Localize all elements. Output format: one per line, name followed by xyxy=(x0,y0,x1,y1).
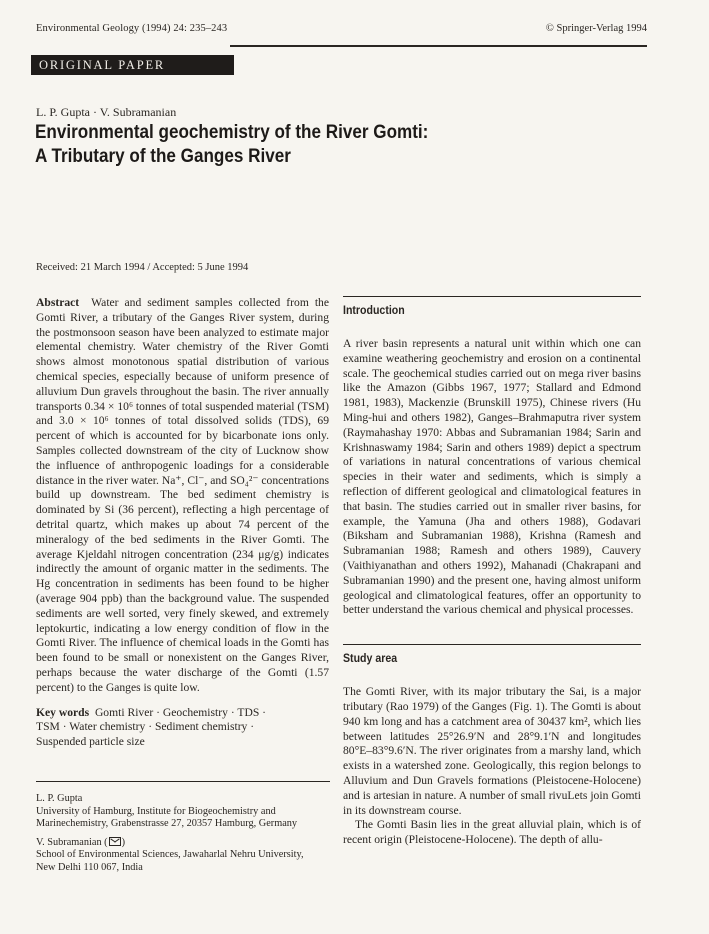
article-title xyxy=(35,121,593,169)
envelope-icon xyxy=(109,837,121,846)
abstract-text: Water and sediment samples collected from the Gomti River, a tributary of the Ganges River system, during the postmonsoon season have been analyzed to estimate major elemental chemistry. Water chemistry of the River Gomti shows almost monotonous spatial distribution of various chemical species, especially because of uniform presence of alluvium Dun gravels throughout the basin. The river annually transports 0.34 × 10⁶ tonnes of total suspended material (TSM) and 3.0 × 10⁶ tonnes of total dissolved solids (TDS), 69 percent of which is accounted for by bicarbonate ions only. Samples collected downstream of the city of Lucknow show the influence of anthropogenic loadings for a considerable distance in the river water. Na⁺, Cl⁻, and SO₄²⁻ concentrations build up downstream. The bed sediment chemistry is dominated by Si (36 percent), reflecting a high percentage of detrital quartz, which makes up about 74 percent of the mineralogy of the bed sediments in the River Gomti. The average Kjeldahl nitrogen concentration (234 μg/g) indicates indirectly the amount of organic matter in the sediments. The Hg concentration in sediments has been found to be higher (average 904 ppb) than the background value. The suspended sediments are well sorted, very finely skewed, and extremely leptokurtic, indicating a low energy condition of flow in the Gomti River. The influence of chemical loads in the Gomti has been found to be small or nonexistent on the Ganges River, perhaps because the water discharge of the Gomti (1.57 percent) to the Ganges is quite low. xyxy=(36,296,329,694)
introduction-rule xyxy=(343,296,641,297)
received-dates: Received: 21 March 1994 / Accepted: 5 June 1994 xyxy=(36,262,249,273)
affiliation-1-line-1: University of Hamburg, Institute for Biogeochemistry and xyxy=(36,805,276,817)
publisher-copyright: © Springer-Verlag 1994 xyxy=(545,23,647,34)
study-area-paragraph-2: The Gomti Basin lies in the great alluvial plain, which is of recent origin (Pleistocene-Holocene). The depth of allu- xyxy=(343,818,641,847)
affiliations xyxy=(36,793,336,875)
keywords-line-3: Suspended particle size xyxy=(36,735,145,749)
study-area-heading: Study area xyxy=(343,653,398,666)
keywords-line-2: TSM · Water chemistry · Sediment chemistry · xyxy=(36,720,255,734)
title-line-1: Environmental geochemistry of the River Gomti: xyxy=(35,122,429,143)
affiliation-2-line-1: School of Environmental Sciences, Jawaharlal Nehru University, xyxy=(36,849,304,861)
header-rule xyxy=(230,45,647,47)
affiliation-2-name-row: V. Subramanian ( ) xyxy=(36,836,126,848)
introduction-text: A river basin represents a natural unit within which one can examine weathering geochemistry and erosion on a continental scale. The geochemical studies carried out on mega river basins like the Amazon (Gibbs 1967, 1977; Stallard and Edmond 1981, 1983), Mackenzie (Brunskill 1975), Chinese rivers (Hu Ming-hui and others 1982), Ganges–Brahmaputra river system (Raymahashay 1970: Abbas and Subramanian 1984; Sarin and Krishnaswamy 1984; Sarin and others 1989) depict a spectrum of variations in natural concentrations of various chemical species in their water and sediments, which is simply a reflection of different geological and climatological features in that basin. The studies carried out in smaller river basins, for example, the Yamuna (Jha and others 1988), Godavari (Biksham and Subramanian 1988), Krishna (Ramesh and Subramanian 1988; Ramesh and others 1989), Cauvery (Vaithiyanathan and others 1992), Mahanadi (Chakrapani and Subramanian 1990) and the present one, having almost uniform geological and climatological features, offer an opportunity to better understand the various chemical and physical processes. xyxy=(343,337,641,617)
right-column xyxy=(343,296,641,848)
keywords-line-1: Key words Gomti River · Geochemistry · TDS · xyxy=(36,705,267,719)
abstract-label: Abstract xyxy=(36,296,80,309)
affiliation-1-line-2: Marinechemistry, Grabenstrasse 27, 20357 Hamburg, Germany xyxy=(36,818,298,830)
keywords xyxy=(36,706,329,750)
affiliation-rule xyxy=(36,781,330,782)
introduction-heading: Introduction xyxy=(343,305,405,317)
study-area-paragraph-1: The Gomti River, with its major tributary the Sai, is a major tributary (Rao 1979) of the Ganges (Fig. 1). The Gomti is about 940 km long and has a catchment area of 30437 km², which lies between latitudes 25°26.9′N and 28°9.1′N and longitudes 80°E–83°9.6′N. The river originates from a marshy land, which exists in a watershed zone. Geologically, this region belongs to Alluvium and Dun Gravels formations (Pleistocene-Holocene) and is artesian in nature. A number of small rivuLets join Gomti in its downstream course. xyxy=(343,685,641,817)
journal-citation: Environmental Geology (1994) 24: 235–243 xyxy=(36,23,228,34)
affiliation-2-line-2: New Delhi 110 067, India xyxy=(36,861,143,873)
title-line-2: A Tributary of the Ganges River xyxy=(35,146,291,167)
authors: L. P. Gupta · V. Subramanian xyxy=(36,105,177,119)
study-area-rule xyxy=(343,644,641,645)
keywords-label: Key words xyxy=(36,705,90,719)
affiliation-1-name: L. P. Gupta xyxy=(36,793,83,804)
article-type-banner: ORIGINAL PAPER xyxy=(31,55,234,75)
abstract xyxy=(36,296,329,696)
spacer xyxy=(343,618,641,644)
left-column xyxy=(36,296,329,750)
